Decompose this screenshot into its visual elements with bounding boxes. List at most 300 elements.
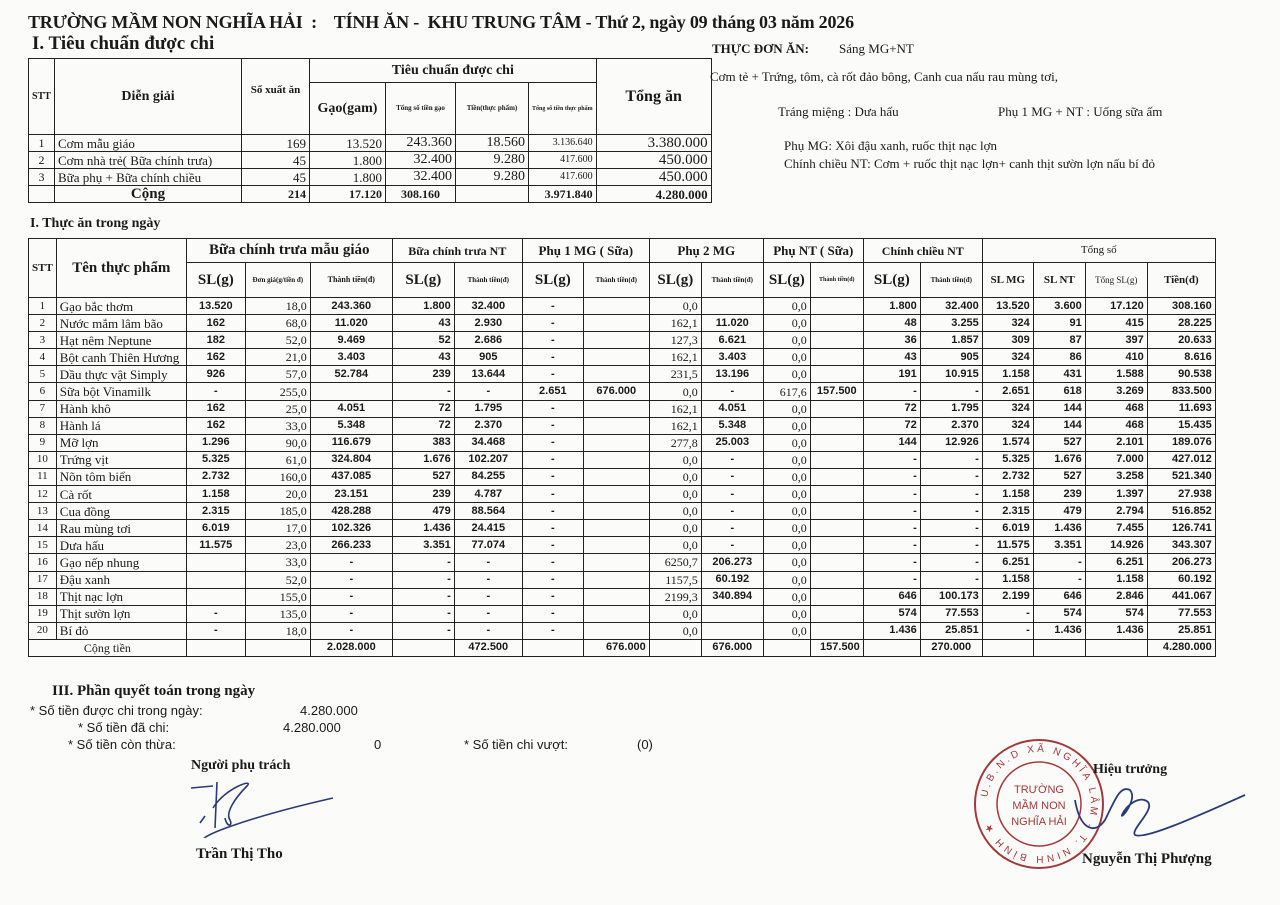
row-p1-tt (583, 332, 649, 349)
row-pnt-tt (810, 349, 863, 366)
col-stt: STT (29, 239, 57, 298)
svg-text:TRƯỜNG: TRƯỜNG (1014, 784, 1064, 796)
row-mg-sl: - (186, 605, 245, 622)
col-thanh-tien: Thành tiền(đ) (810, 263, 863, 298)
row-food-name: Bột canh Thiên Hương (56, 349, 186, 366)
row-cc-sl: 36 (863, 332, 920, 349)
row-mg-tt: 102.326 (310, 520, 392, 537)
row-p2-sl: 0,0 (649, 468, 701, 485)
row-p2-tt: - (701, 468, 763, 485)
row-p2-sl: 231,5 (649, 366, 701, 383)
row-mg-sl: 11.575 (186, 537, 245, 554)
row-p1-sl: - (522, 588, 583, 605)
col-tien-thuc-pham: Tiền(thực phẩm) (456, 83, 529, 135)
left-signer-title: Người phụ trách (191, 758, 291, 773)
row-tien: 28.225 (1147, 315, 1215, 332)
food-row (29, 417, 1216, 434)
row-stt: 2 (29, 152, 55, 169)
row-sl-nt: 87 (1033, 332, 1085, 349)
row-don-gia: 52,0 (245, 332, 310, 349)
row-cc-sl: 43 (863, 349, 920, 366)
row-stt: 9 (29, 434, 57, 451)
row-sl-nt: 527 (1033, 434, 1085, 451)
empty-cell (245, 639, 310, 656)
row-don-gia: 20,0 (245, 486, 310, 503)
row-stt: 6 (29, 383, 57, 400)
row-cc-tt: - (920, 520, 982, 537)
row-pnt-tt (810, 520, 863, 537)
row-p2-tt: 60.192 (701, 571, 763, 588)
row-p1-sl: - (522, 537, 583, 554)
row-cc-tt: - (920, 383, 982, 400)
row-nt-tt: - (454, 383, 522, 400)
section3-title: III. Phần quyết toán trong ngày (52, 683, 256, 699)
row-p2-sl: 0,0 (649, 383, 701, 400)
row-nt-sl: 52 (392, 332, 454, 349)
row-so-xuat: 169 (242, 135, 310, 152)
row-mg-sl (186, 588, 245, 605)
row-cc-sl: - (863, 554, 920, 571)
row-sl-nt: 3.351 (1033, 537, 1085, 554)
row-mg-tt: 4.051 (310, 400, 392, 417)
row-tien: 516.852 (1147, 503, 1215, 520)
row-tong-sl: 410 (1085, 349, 1147, 366)
row-stt: 19 (29, 605, 57, 622)
empty-cell (863, 639, 920, 656)
row-nt-tt: 2.686 (454, 332, 522, 349)
row-p2-sl: 0,0 (649, 622, 701, 639)
row-gao: 1.800 (310, 152, 386, 169)
col-tieu-chuan: Tiêu chuẩn được chi (310, 59, 597, 83)
row-stt: 2 (29, 315, 57, 332)
food-row (29, 400, 1216, 417)
menu-dessert: Tráng miệng : Dưa hấu (778, 104, 899, 119)
da-chi-value: 4.280.000 (283, 720, 341, 735)
total-label: Cộng (55, 186, 242, 203)
row-nt-tt: - (454, 622, 522, 639)
row-food-name: Hành khô (56, 400, 186, 417)
row-tong-sl: 1.397 (1085, 486, 1147, 503)
right-signature-icon (1060, 780, 1250, 860)
row-tien: 25.851 (1147, 622, 1215, 639)
row-stt: 18 (29, 588, 57, 605)
row-tong-sl: 574 (1085, 605, 1147, 622)
row-tong-sl: 1.588 (1085, 366, 1147, 383)
row-p2-sl: 6250,7 (649, 554, 701, 571)
group-phu2-mg: Phụ 2 MG (649, 239, 763, 263)
col-sl: SL(g) (392, 263, 454, 298)
row-p1-tt (583, 451, 649, 468)
row-p2-tt: 340.894 (701, 588, 763, 605)
row-food-name: Gạo nếp nhung (56, 554, 186, 571)
row-tien: 126.741 (1147, 520, 1215, 537)
food-total-row (29, 639, 1216, 656)
row-food-name: Cua đồng (56, 503, 186, 520)
row-mg-sl (186, 571, 245, 588)
col-so-xuat-an: Số xuất ăn (242, 59, 310, 135)
row-food-name: Nước mắm lâm bão (56, 315, 186, 332)
row-sl-mg: 324 (982, 349, 1033, 366)
row-tien-tp: 18.560 (456, 135, 529, 152)
row-don-gia: 17,0 (245, 520, 310, 537)
row-sl-mg: - (982, 605, 1033, 622)
row-nt-tt: 77.074 (454, 537, 522, 554)
right-signer-name: Nguyễn Thị Phượng (1082, 851, 1212, 867)
row-tong-sl: 3.258 (1085, 468, 1147, 485)
row-nt-sl: 479 (392, 503, 454, 520)
row-cc-tt: 1.857 (920, 332, 982, 349)
row-mg-tt: 437.085 (310, 468, 392, 485)
row-p2-tt: 25.003 (701, 434, 763, 451)
row-tien-gao: 32.400 (386, 152, 456, 169)
row-mg-sl: 1.158 (186, 486, 245, 503)
row-p1-tt (583, 417, 649, 434)
row-stt: 10 (29, 451, 57, 468)
food-row (29, 554, 1216, 571)
row-p2-sl: 0,0 (649, 537, 701, 554)
row-cc-tt: - (920, 537, 982, 554)
food-row (29, 366, 1216, 383)
row-pnt-sl: 0,0 (763, 400, 810, 417)
row-nt-tt: 905 (454, 349, 522, 366)
row-nt-sl: 1.436 (392, 520, 454, 537)
col-sl-nt: SL NT (1033, 263, 1085, 298)
empty-cell (186, 639, 245, 656)
row-pnt-sl: 0,0 (763, 503, 810, 520)
row-tien: 20.633 (1147, 332, 1215, 349)
row-pnt-tt (810, 605, 863, 622)
row-pnt-sl: 0,0 (763, 366, 810, 383)
row-sl-nt: 144 (1033, 400, 1085, 417)
row-p2-sl: 0,0 (649, 298, 701, 315)
row-tong-sl: 7.000 (1085, 451, 1147, 468)
row-sl-mg: 2.315 (982, 503, 1033, 520)
row-p1-sl: - (522, 486, 583, 503)
row-mg-tt: 3.403 (310, 349, 392, 366)
svg-text:U.B.N.D XÃ NGHĨA LÂM - T. NINH: U.B.N.D XÃ NGHĨA LÂM - T. NINH BÌNH ★ (979, 743, 1100, 865)
row-mg-tt: 5.348 (310, 417, 392, 434)
food-row (29, 537, 1216, 554)
row-p1-sl: - (522, 434, 583, 451)
row-sl-mg: - (982, 622, 1033, 639)
row-nt-sl: 383 (392, 434, 454, 451)
row-p2-tt: - (701, 520, 763, 537)
row-sl-mg: 2.732 (982, 468, 1033, 485)
row-pnt-sl: 0,0 (763, 434, 810, 451)
row-sl-mg: 6.251 (982, 554, 1033, 571)
total-pnt-tt: 157.500 (810, 639, 863, 656)
row-mg-sl: 162 (186, 315, 245, 332)
row-don-gia: 23,0 (245, 537, 310, 554)
empty-cell (522, 639, 583, 656)
row-pnt-sl: 617,6 (763, 383, 810, 400)
con-thua-label: * Số tiền còn thừa: (68, 737, 176, 752)
document-header (28, 12, 854, 33)
empty-cell (29, 186, 55, 203)
row-pnt-sl: 0,0 (763, 315, 810, 332)
row-mg-tt: - (310, 571, 392, 588)
menu-label: THỰC ĐƠN ĂN: (712, 41, 810, 56)
empty-cell (392, 639, 454, 656)
row-p2-tt: - (701, 537, 763, 554)
row-p2-tt: 11.020 (701, 315, 763, 332)
total-gao: 17.120 (310, 186, 386, 203)
row-sl-nt: 3.600 (1033, 298, 1085, 315)
row-pnt-tt (810, 503, 863, 520)
row-nt-tt: 13.644 (454, 366, 522, 383)
row-pnt-sl: 0,0 (763, 554, 810, 571)
row-pnt-tt (810, 554, 863, 571)
row-mg-sl: 6.019 (186, 520, 245, 537)
row-don-gia: 21,0 (245, 349, 310, 366)
total-tien-gao: 308.160 (386, 186, 456, 203)
row-p1-tt (583, 298, 649, 315)
row-p1-sl: - (522, 451, 583, 468)
row-cc-tt: 3.255 (920, 315, 982, 332)
row-cc-sl: 144 (863, 434, 920, 451)
row-p1-sl: - (522, 503, 583, 520)
row-p1-sl: 2.651 (522, 383, 583, 400)
row-tien: 343.307 (1147, 537, 1215, 554)
row-cc-sl: 72 (863, 400, 920, 417)
row-tong-sl: 415 (1085, 315, 1147, 332)
row-sl-nt: 574 (1033, 605, 1085, 622)
col-don-gia: Đơn giá(g/tiền đ) (245, 263, 310, 298)
row-sl-nt: 1.676 (1033, 451, 1085, 468)
chi-vuot-label: * Số tiền chi vượt: (464, 737, 568, 752)
food-row (29, 605, 1216, 622)
total-tien: 4.280.000 (1147, 639, 1215, 656)
row-sl-mg: 1.158 (982, 571, 1033, 588)
food-row (29, 486, 1216, 503)
row-pnt-sl: 0,0 (763, 605, 810, 622)
row-sl-nt: 1.436 (1033, 622, 1085, 639)
row-tong-sl: 2.846 (1085, 588, 1147, 605)
row-stt: 20 (29, 622, 57, 639)
row-tong-sl: 397 (1085, 332, 1147, 349)
row-p1-sl: - (522, 554, 583, 571)
row-nt-tt: 2.930 (454, 315, 522, 332)
row-cc-sl: - (863, 451, 920, 468)
col-tong-tien-gao: Tổng số tiền gạo (386, 83, 456, 135)
row-pnt-sl: 0,0 (763, 332, 810, 349)
row-sl-mg: 324 (982, 400, 1033, 417)
row-cc-sl: - (863, 503, 920, 520)
row-stt: 17 (29, 571, 57, 588)
row-nt-tt: - (454, 588, 522, 605)
group-nt-trua: Bữa chính trưa NT (392, 239, 522, 263)
total-label: Cộng tiền (29, 639, 187, 656)
food-row (29, 383, 1216, 400)
row-cc-tt: 1.795 (920, 400, 982, 417)
row-mg-sl: 162 (186, 400, 245, 417)
row-p2-tt: 3.403 (701, 349, 763, 366)
row-nt-sl: 1.676 (392, 451, 454, 468)
row-tien: 11.693 (1147, 400, 1215, 417)
col-thanh-tien: Thành tiền(đ) (454, 263, 522, 298)
row-stt: 1 (29, 298, 57, 315)
row-pnt-tt (810, 622, 863, 639)
total-tong-an: 4.280.000 (596, 186, 711, 203)
row-sl-mg: 5.325 (982, 451, 1033, 468)
row-sl-nt: 86 (1033, 349, 1085, 366)
row-pnt-tt: 157.500 (810, 383, 863, 400)
row-nt-sl: - (392, 383, 454, 400)
row-tien: 833.500 (1147, 383, 1215, 400)
food-row (29, 451, 1216, 468)
row-pnt-sl: 0,0 (763, 298, 810, 315)
row-stt: 14 (29, 520, 57, 537)
total-p2-tt: 676.000 (701, 639, 763, 656)
standard-total-row (29, 186, 712, 203)
row-nt-sl: 72 (392, 417, 454, 434)
standard-row (29, 152, 712, 169)
row-p2-sl: 0,0 (649, 486, 701, 503)
row-pnt-sl: 0,0 (763, 451, 810, 468)
row-p1-tt (583, 622, 649, 639)
row-sl-nt: - (1033, 554, 1085, 571)
row-cc-tt: - (920, 554, 982, 571)
row-p2-sl: 162,1 (649, 315, 701, 332)
row-mg-sl: 182 (186, 332, 245, 349)
row-cc-tt: 32.400 (920, 298, 982, 315)
row-stt: 13 (29, 503, 57, 520)
row-cc-sl: 646 (863, 588, 920, 605)
col-sl-mg: SL MG (982, 263, 1033, 298)
col-gao: Gạo(gam) (310, 83, 386, 135)
row-p1-tt (583, 503, 649, 520)
row-cc-tt: 77.553 (920, 605, 982, 622)
row-tien: 27.938 (1147, 486, 1215, 503)
row-mg-tt: 52.784 (310, 366, 392, 383)
row-cc-tt: - (920, 451, 982, 468)
row-tong-an: 450.000 (596, 169, 711, 186)
row-food-name: Nõn tôm biển (56, 468, 186, 485)
section2-title: I. Thực ăn trong ngày (30, 216, 161, 231)
food-row (29, 622, 1216, 639)
menu-header (712, 41, 914, 57)
row-cc-tt: - (920, 486, 982, 503)
col-sl: SL(g) (763, 263, 810, 298)
row-pnt-tt (810, 588, 863, 605)
row-tong-an: 3.380.000 (596, 135, 711, 152)
row-cc-tt: - (920, 468, 982, 485)
row-p2-tt: - (701, 383, 763, 400)
document-title: TÍNH ĂN - KHU TRUNG TÂM - Thứ 2, ngày 09 tháng 03 năm 2026 (333, 12, 854, 32)
row-dien-giai: Cơm nhà trẻ( Bữa chính trưa) (55, 152, 242, 169)
row-p1-tt (583, 315, 649, 332)
row-food-name: Thịt sườn lợn (56, 605, 186, 622)
row-p2-sl: 162,1 (649, 400, 701, 417)
food-table (28, 238, 1216, 657)
row-cc-sl: - (863, 486, 920, 503)
col-tong-tien-thuc-pham: Tổng số tiền thực phẩm (529, 83, 597, 135)
total-cc-tt: 270.000 (920, 639, 982, 656)
row-cc-sl: 1.436 (863, 622, 920, 639)
row-gao: 13.520 (310, 135, 386, 152)
row-p1-tt (583, 554, 649, 571)
row-p2-tt (701, 605, 763, 622)
row-stt: 15 (29, 537, 57, 554)
total-tong-tp: 3.971.840 (529, 186, 597, 203)
row-mg-tt: 116.679 (310, 434, 392, 451)
row-mg-tt: - (310, 622, 392, 639)
row-tong-sl: 17.120 (1085, 298, 1147, 315)
row-pnt-tt (810, 400, 863, 417)
row-tien: 521.340 (1147, 468, 1215, 485)
row-p1-tt (583, 520, 649, 537)
row-p2-sl: 162,1 (649, 349, 701, 366)
row-p1-tt: 676.000 (583, 383, 649, 400)
row-mg-tt: 23.151 (310, 486, 392, 503)
row-mg-sl: 2.732 (186, 468, 245, 485)
row-cc-sl: - (863, 537, 920, 554)
row-tien: 90.538 (1147, 366, 1215, 383)
empty-cell (982, 639, 1033, 656)
col-tong-an: Tổng ăn (596, 59, 711, 135)
row-p1-sl: - (522, 468, 583, 485)
row-sl-nt: - (1033, 571, 1085, 588)
row-food-name: Hành lá (56, 417, 186, 434)
row-tong-sl: 1.436 (1085, 622, 1147, 639)
con-thua-value: 0 (374, 737, 382, 752)
row-stt: 1 (29, 135, 55, 152)
row-nt-tt: 84.255 (454, 468, 522, 485)
row-mg-sl: 162 (186, 417, 245, 434)
row-food-name: Trứng vịt (56, 451, 186, 468)
row-don-gia: 160,0 (245, 468, 310, 485)
svg-text:NGHĨA HẢI: NGHĨA HẢI (1011, 816, 1067, 828)
row-mg-tt: - (310, 588, 392, 605)
row-sl-mg: 6.019 (982, 520, 1033, 537)
svg-text:MẦM NON: MẦM NON (1012, 800, 1066, 812)
row-mg-tt (310, 383, 392, 400)
food-row (29, 332, 1216, 349)
row-food-name: Thịt nạc lợn (56, 588, 186, 605)
row-p2-tt: - (701, 451, 763, 468)
row-sl-nt: 646 (1033, 588, 1085, 605)
col-ten-thuc-pham: Tên thực phẩm (56, 239, 186, 298)
row-cc-sl: - (863, 383, 920, 400)
row-pnt-sl: 0,0 (763, 588, 810, 605)
row-p2-sl: 162,1 (649, 417, 701, 434)
row-p1-tt (583, 537, 649, 554)
row-tien: 15.435 (1147, 417, 1215, 434)
row-p1-tt (583, 400, 649, 417)
chi-vuot-value: (0) (637, 737, 653, 752)
row-food-name: Sữa bột Vinamilk (56, 383, 186, 400)
row-nt-tt: 102.207 (454, 451, 522, 468)
row-mg-sl: 162 (186, 349, 245, 366)
row-food-name: Cà rốt (56, 486, 186, 503)
left-signature-icon (185, 778, 335, 838)
row-pnt-tt (810, 537, 863, 554)
row-nt-tt: 88.564 (454, 503, 522, 520)
col-thanh-tien: Thành tiền(đ) (310, 263, 392, 298)
row-sl-mg: 11.575 (982, 537, 1033, 554)
row-don-gia: 255,0 (245, 383, 310, 400)
row-cc-tt: 25.851 (920, 622, 982, 639)
row-cc-sl: 72 (863, 417, 920, 434)
row-food-name: Mỡ lợn (56, 434, 186, 451)
row-mg-tt: 324.804 (310, 451, 392, 468)
row-nt-sl: 43 (392, 315, 454, 332)
row-food-name: Dầu thực vật Simply (56, 366, 186, 383)
row-p1-sl: - (522, 298, 583, 315)
row-p1-tt (583, 486, 649, 503)
duoc-chi-value: 4.280.000 (300, 703, 358, 718)
row-tien-gao: 243.360 (386, 135, 456, 152)
